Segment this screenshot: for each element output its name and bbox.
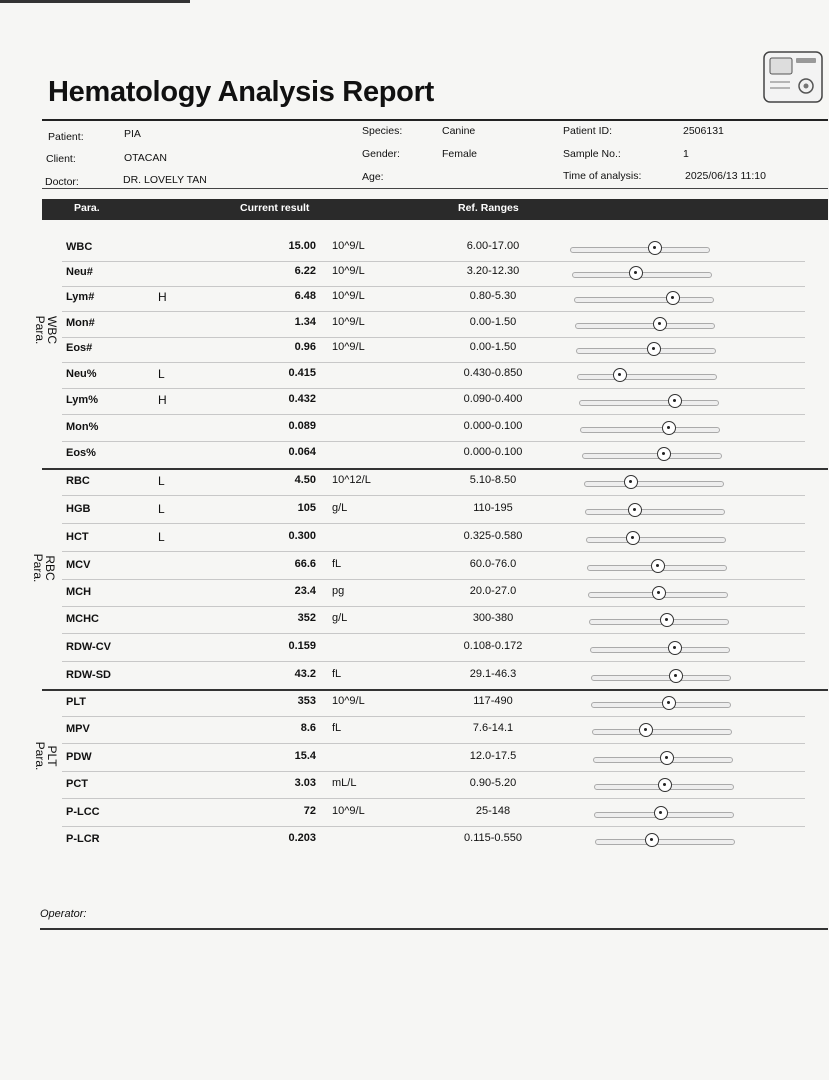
group-label-rbc: RBC Para. — [31, 553, 57, 583]
param-flag: H — [158, 393, 167, 407]
table-row — [0, 773, 829, 799]
gauge-marker-icon — [645, 833, 659, 847]
wbc-group-divider — [42, 468, 828, 470]
param-value: 4.50 — [294, 474, 316, 486]
param-name: Eos# — [66, 342, 93, 354]
header-current-result: Current result — [240, 202, 310, 214]
gauge-track — [590, 647, 730, 653]
doctor-value: DR. LOVELY TAN — [123, 174, 207, 186]
param-value: 0.300 — [288, 530, 316, 542]
range-gauge — [585, 506, 725, 516]
param-ref-range: 0.115-0.550 — [464, 832, 522, 844]
patient-value: PIA — [124, 128, 141, 140]
param-ref-range: 0.000-0.100 — [463, 420, 523, 432]
param-value: 352 — [297, 612, 316, 624]
param-ref-range: 0.108-0.172 — [463, 640, 523, 652]
param-unit: 10^9/L — [332, 290, 365, 302]
range-gauge — [577, 371, 717, 381]
row-divider — [62, 661, 805, 662]
gauge-marker-icon — [653, 317, 667, 331]
gauge-track — [579, 400, 719, 406]
param-value: 105 — [297, 502, 316, 514]
param-value: 0.96 — [294, 341, 316, 353]
range-gauge — [594, 781, 734, 791]
gauge-marker-icon — [666, 291, 680, 305]
param-value: 0.089 — [288, 420, 316, 432]
time-value: 2025/06/13 11:10 — [685, 170, 766, 182]
gauge-marker-icon — [669, 669, 683, 683]
range-gauge — [576, 345, 716, 355]
gauge-track — [577, 374, 717, 380]
operator-divider — [40, 928, 828, 930]
param-value: 8.6 — [300, 722, 316, 734]
param-value: 1.34 — [294, 316, 316, 328]
range-gauge — [589, 616, 729, 626]
title-divider — [42, 119, 828, 121]
param-ref-range: 0.325-0.580 — [463, 530, 523, 542]
gauge-track — [595, 839, 735, 845]
gauge-track — [589, 619, 729, 625]
param-ref-range: 0.00-1.50 — [469, 316, 517, 328]
range-gauge — [570, 244, 710, 254]
param-name: Lym% — [66, 394, 98, 406]
row-divider — [62, 551, 805, 552]
gauge-track — [585, 509, 725, 515]
range-gauge — [586, 534, 726, 544]
param-ref-range: 0.000-0.100 — [463, 446, 523, 458]
rbc-group-divider — [42, 689, 828, 691]
param-ref-range: 110-195 — [473, 502, 513, 514]
param-unit: mL/L — [332, 777, 357, 789]
table-row — [0, 286, 829, 312]
range-gauge — [579, 397, 719, 407]
operator-label: Operator: — [40, 908, 87, 920]
row-divider — [62, 716, 805, 717]
param-flag: L — [158, 530, 165, 544]
sample-no-value: 1 — [683, 148, 689, 160]
range-gauge — [575, 320, 715, 330]
param-ref-range: 0.90-5.20 — [469, 777, 517, 789]
range-gauge — [590, 644, 730, 654]
range-gauge — [588, 589, 728, 599]
row-divider — [62, 523, 805, 524]
param-unit: 10^9/L — [332, 240, 365, 252]
param-name: MPV — [66, 723, 90, 735]
range-gauge — [594, 809, 734, 819]
param-name: HGB — [66, 503, 91, 515]
gauge-track — [582, 453, 722, 459]
param-value: 0.159 — [288, 640, 316, 652]
param-unit: 10^9/L — [332, 265, 365, 277]
range-gauge — [582, 450, 722, 460]
param-ref-range: 3.20-12.30 — [466, 265, 520, 277]
param-name: P-LCR — [66, 833, 100, 845]
row-divider — [62, 579, 805, 580]
sample-no-label: Sample No.: — [563, 148, 621, 160]
param-value: 43.2 — [294, 668, 316, 680]
gauge-track — [592, 729, 732, 735]
param-name: Neu# — [66, 266, 93, 278]
param-ref-range: 25-148 — [475, 805, 511, 817]
param-name: PLT — [66, 696, 86, 708]
param-name: WBC — [66, 241, 93, 253]
table-row — [0, 389, 829, 415]
param-value: 0.432 — [288, 393, 316, 405]
table-row — [0, 746, 829, 772]
gauge-track — [580, 427, 720, 433]
param-ref-range: 60.0-76.0 — [469, 558, 517, 570]
table-row — [0, 691, 829, 717]
gauge-track — [586, 537, 726, 543]
gauge-marker-icon — [654, 806, 668, 820]
param-unit: 10^12/L — [332, 474, 371, 486]
param-name: RDW-CV — [66, 641, 111, 653]
gender-label: Gender: — [362, 148, 400, 160]
param-ref-range: 117-490 — [473, 695, 513, 707]
time-label: Time of analysis: — [563, 170, 642, 182]
range-gauge — [591, 672, 731, 682]
gauge-track — [576, 348, 716, 354]
header-para: Para. — [74, 202, 100, 214]
range-gauge — [580, 424, 720, 434]
gauge-marker-icon — [628, 503, 642, 517]
gauge-track — [570, 247, 710, 253]
param-name: RBC — [66, 475, 90, 487]
table-row — [0, 261, 829, 287]
param-flag: H — [158, 290, 167, 304]
table-row — [0, 526, 829, 552]
analyzer-device-icon — [760, 48, 826, 106]
age-label: Age: — [362, 171, 384, 183]
param-unit: 10^9/L — [332, 341, 365, 353]
group-label-wbc: WBC Para. — [33, 315, 59, 345]
row-divider — [62, 414, 805, 415]
table-row — [0, 337, 829, 363]
info-divider — [42, 188, 828, 189]
range-gauge — [584, 478, 724, 488]
param-flag: L — [158, 502, 165, 516]
param-value: 0.415 — [288, 367, 316, 379]
row-divider — [62, 771, 805, 772]
param-unit: pg — [332, 585, 345, 597]
patient-id-label: Patient ID: — [563, 125, 613, 137]
param-name: P-LCC — [66, 806, 100, 818]
gauge-marker-icon — [652, 586, 666, 600]
table-row — [0, 442, 829, 468]
param-ref-range: 0.80-5.30 — [469, 290, 517, 302]
range-gauge — [572, 269, 712, 279]
param-value: 0.203 — [288, 832, 316, 844]
table-row — [0, 416, 829, 442]
table-row — [0, 801, 829, 827]
gauge-track — [575, 323, 715, 329]
table-row — [0, 718, 829, 744]
param-ref-range: 5.10-8.50 — [469, 474, 517, 486]
param-name: Mon# — [66, 317, 95, 329]
param-unit: fL — [332, 558, 342, 570]
param-value: 15.00 — [288, 240, 316, 252]
param-value: 0.064 — [288, 446, 316, 458]
row-divider — [62, 798, 805, 799]
param-unit: fL — [332, 668, 342, 680]
param-name: Mon% — [66, 421, 99, 433]
param-ref-range: 0.090-0.400 — [463, 393, 523, 405]
row-divider — [62, 743, 805, 744]
param-name: MCH — [66, 586, 92, 598]
param-unit: 10^9/L — [332, 805, 365, 817]
table-row — [0, 363, 829, 389]
param-name: HCT — [66, 531, 89, 543]
table-row — [0, 828, 829, 854]
range-gauge — [595, 836, 735, 846]
param-value: 66.6 — [294, 558, 316, 570]
param-value: 23.4 — [294, 585, 316, 597]
row-divider — [62, 606, 805, 607]
group-label-plt: PLT Para. — [33, 741, 59, 771]
param-ref-range: 7.6-14.1 — [472, 722, 514, 734]
range-gauge — [587, 562, 727, 572]
param-name: Eos% — [66, 447, 96, 459]
param-ref-range: 0.00-1.50 — [469, 341, 517, 353]
param-value: 353 — [297, 695, 316, 707]
range-gauge — [591, 699, 731, 709]
param-unit: 10^9/L — [332, 316, 365, 328]
table-row — [0, 312, 829, 338]
range-gauge — [593, 754, 733, 764]
gauge-marker-icon — [658, 778, 672, 792]
param-value: 15.4 — [294, 750, 316, 762]
param-ref-range: 20.0-27.0 — [469, 585, 517, 597]
param-ref-range: 29.1-46.3 — [469, 668, 517, 680]
param-name: MCV — [66, 559, 91, 571]
gauge-marker-icon — [660, 751, 674, 765]
param-unit: g/L — [332, 502, 348, 514]
param-name: Lym# — [66, 291, 95, 303]
gauge-marker-icon — [647, 342, 661, 356]
row-divider — [62, 826, 805, 827]
table-row — [0, 554, 829, 580]
gauge-marker-icon — [660, 613, 674, 627]
table-row — [0, 498, 829, 524]
patient-id-value: 2506131 — [683, 125, 724, 137]
param-value: 6.22 — [294, 265, 316, 277]
param-ref-range: 12.0-17.5 — [469, 750, 517, 762]
gauge-track — [584, 481, 724, 487]
gauge-track — [591, 675, 731, 681]
param-value: 3.03 — [294, 777, 316, 789]
table-row — [0, 608, 829, 634]
param-name: RDW-SD — [66, 669, 111, 681]
gauge-marker-icon — [648, 241, 662, 255]
gauge-track — [591, 702, 731, 708]
gauge-track — [574, 297, 714, 303]
report-title: Hematology Analysis Report — [48, 76, 434, 108]
patient-label: Patient: — [48, 131, 84, 143]
param-ref-range: 300-380 — [472, 612, 514, 624]
gauge-marker-icon — [651, 559, 665, 573]
param-name: MCHC — [66, 613, 99, 625]
row-divider — [62, 633, 805, 634]
doctor-label: Doctor: — [45, 176, 79, 188]
table-row — [0, 581, 829, 607]
range-gauge — [574, 294, 714, 304]
param-value: 72 — [303, 805, 316, 817]
param-unit: 10^9/L — [332, 695, 365, 707]
param-name: Neu% — [66, 368, 97, 380]
range-gauge — [592, 726, 732, 736]
gauge-marker-icon — [613, 368, 627, 382]
client-value: OTACAN — [124, 152, 167, 164]
param-ref-range: 0.430-0.850 — [463, 367, 523, 379]
param-flag: L — [158, 474, 165, 488]
param-name: PDW — [66, 751, 92, 763]
species-value: Canine — [442, 125, 476, 137]
table-row — [0, 664, 829, 690]
param-name: PCT — [66, 778, 88, 790]
gauge-marker-icon — [668, 641, 682, 655]
gender-value: Female — [442, 148, 478, 160]
client-label: Client: — [46, 153, 76, 165]
top-edge-bar — [0, 0, 190, 3]
gauge-marker-icon — [662, 696, 676, 710]
param-ref-range: 6.00-17.00 — [466, 240, 520, 252]
table-header — [42, 199, 828, 220]
table-row — [0, 636, 829, 662]
gauge-marker-icon — [629, 266, 643, 280]
row-divider — [62, 495, 805, 496]
param-value: 6.48 — [294, 290, 316, 302]
header-ref-ranges: Ref. Ranges — [458, 202, 519, 214]
param-unit: g/L — [332, 612, 348, 624]
table-row — [0, 470, 829, 496]
table-row — [0, 236, 829, 262]
species-label: Species: — [362, 125, 403, 137]
param-unit: fL — [332, 722, 342, 734]
param-flag: L — [158, 367, 165, 381]
